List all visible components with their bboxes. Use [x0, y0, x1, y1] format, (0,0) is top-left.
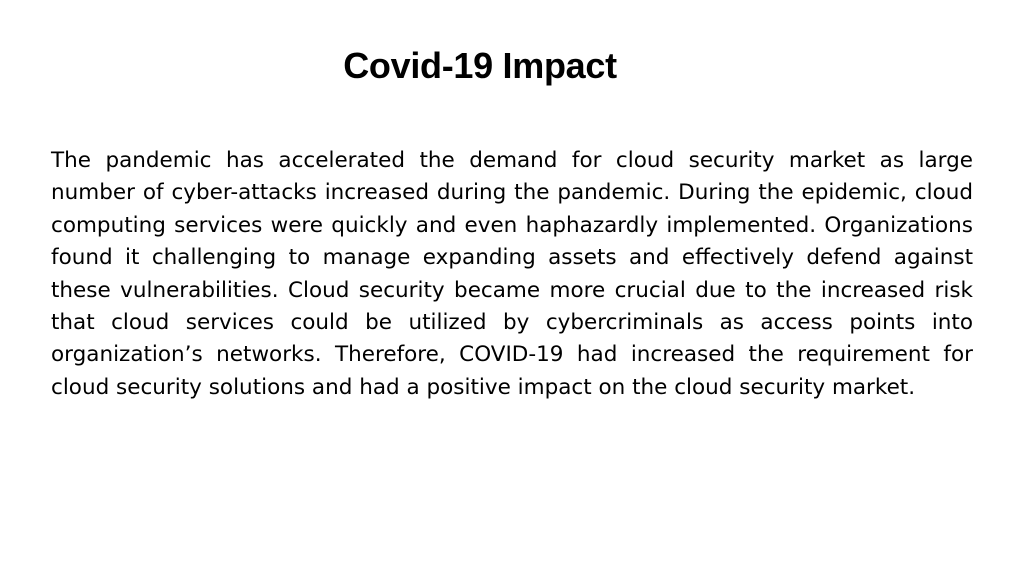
slide-title: Covid-19 Impact [343, 45, 617, 86]
slide-body-text: The pandemic has accelerated the demand for cloud security market as large number of cyber-attacks increased during the pandemic. During the epidemic, cloud computing services were quickly and even haphazardly implemented. Organizations found it challenging to manage expanding assets and effectively defend against these vulnerabilities. Cloud security became more crucial due to the increased risk that cloud services could be utilized by cybercriminals as access points into organization’s networks. Therefore, COVID-19 had increased the requirement for cloud security solutions and had a positive impact on the cloud security market. [51, 148, 973, 400]
